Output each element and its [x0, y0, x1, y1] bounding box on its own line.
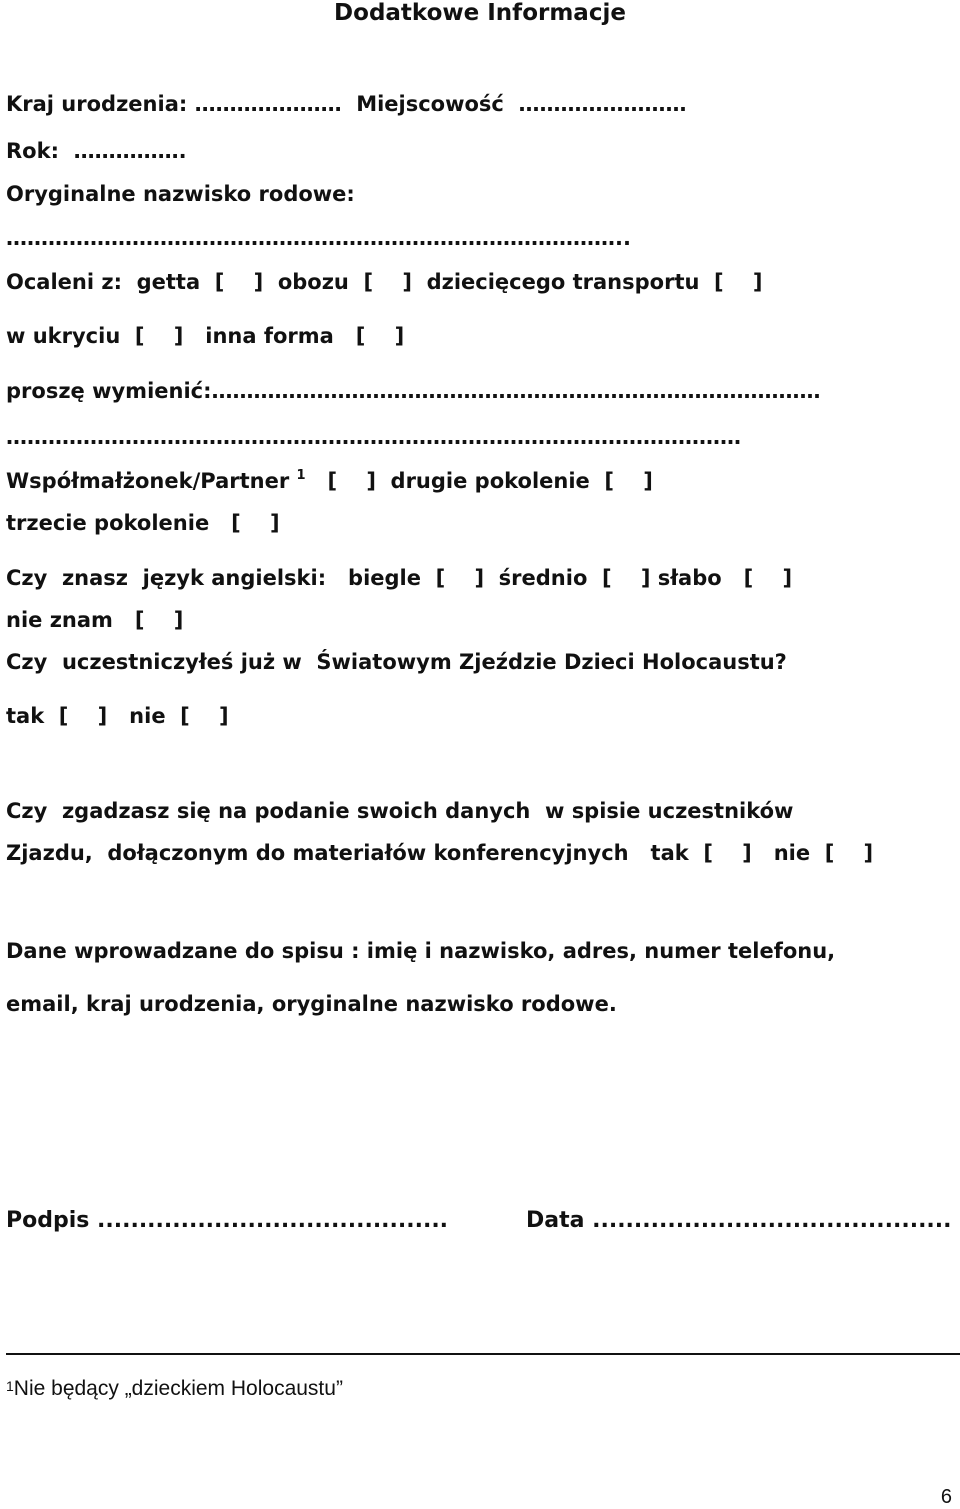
maiden-name-dots: ……………………………………………………………………………..: [6, 226, 631, 250]
maiden-name-label: Oryginalne nazwisko rodowe:: [6, 182, 355, 206]
congress-question: Czy uczestniczyłeś już w Światowym Zjeździe Dzieci Holocaustu?: [6, 650, 787, 674]
congress-answer: tak [ ] nie [ ]: [6, 704, 229, 728]
signature-field: Podpis ..........................................: [6, 1208, 449, 1233]
footnote-text: Nie będący „dzieckiem Holocaustu”: [13, 1377, 343, 1400]
footnote: [6, 1376, 343, 1403]
data-info-line-1: Dane wprowadzane do spisu : imię i nazwisko, adres, numer telefonu,: [6, 939, 836, 963]
consent-question-line-2: Zjazdu, dołączonym do materiałów konferencyjnych tak [ ] nie [ ]: [6, 841, 874, 865]
data-info-line-2: email, kraj urodzenia, oryginalne nazwisko rodowe.: [6, 992, 617, 1016]
page-title: Dodatkowe Informacje: [334, 0, 626, 26]
birth-country-line: Kraj urodzenia: ………………… Miejscowość ……………………: [6, 92, 687, 116]
footnote-divider: [6, 1353, 960, 1355]
year-line: Rok: …………….: [6, 139, 187, 163]
third-generation-line: trzecie pokolenie [ ]: [6, 511, 280, 535]
page-number: 6: [940, 1486, 952, 1508]
specify-line: proszę wymienić:……………………………………………………………………………: [6, 379, 821, 403]
second-generation-option: [ ] drugie pokolenie [ ]: [305, 469, 653, 493]
spouse-label: Współmałżonek/Partner: [6, 469, 297, 493]
hiding-options-line: w ukryciu [ ] inna forma [ ]: [6, 324, 405, 348]
survived-options-line: Ocaleni z: getta [ ] obozu [ ] dziecięcego transportu [ ]: [6, 270, 763, 294]
specify-dots: ……………………………………………………………………………………………: [6, 425, 741, 449]
english-level-line: Czy znasz język angielski: biegle [ ] średnio [ ] słabo [ ]: [6, 566, 793, 590]
footnote-number: 1: [6, 1378, 14, 1394]
date-field: Data ...........................................: [526, 1208, 952, 1233]
english-level-line-2: nie znam [ ]: [6, 608, 184, 632]
consent-question-line-1: Czy zgadzasz się na podanie swoich danych w spisie uczestników: [6, 799, 794, 823]
spouse-generation-line: [6, 468, 653, 498]
footnote-marker: 1: [296, 468, 306, 483]
